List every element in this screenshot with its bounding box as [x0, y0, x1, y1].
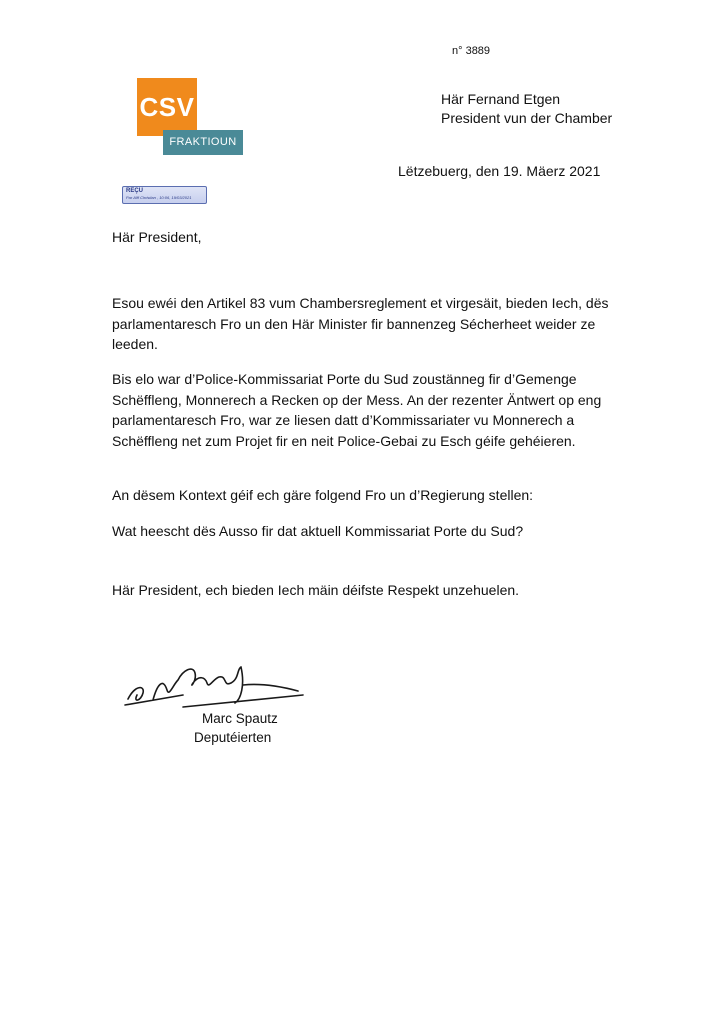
signer-name: Marc Spautz — [202, 711, 278, 726]
handwritten-signature — [123, 655, 323, 715]
logo-sub: FRAKTIOUN — [163, 130, 243, 155]
stamp-label: REÇU — [126, 188, 144, 194]
received-stamp — [122, 186, 207, 204]
paragraph-1: Esou ewéi den Artikel 83 vum Chambersreglement et virgesäit, bieden Iech, dës parlamentaresch Fro un den Här Minister fir bannenzeg Sécherheet weider ze leeden. — [112, 295, 609, 352]
signer-title: Deputéierten — [194, 730, 272, 745]
recipient-block — [441, 90, 612, 128]
paragraph-3: An dësem Kontext géif ech gäre folgend Fro un d’Regierung stellen: — [112, 487, 534, 503]
logo-main: CSV — [137, 78, 197, 136]
document-number: n° 3889 — [452, 45, 491, 57]
salutation: Här President, — [112, 229, 202, 245]
paragraph-closing: Här President, ech bieden Iech mäin déifste Respekt unzehuelen. — [112, 582, 520, 598]
recipient-name: Här Fernand Etgen — [441, 91, 561, 107]
recipient-title: President vun der Chamber — [441, 110, 613, 126]
paragraph-2: Bis elo war d’Police-Kommissariat Porte du Sud zoustänneg fir d’Gemenge Schëffleng, Monnerech a Recken op der Mess. An der rezenter Äntwert op eng parlamentaresch Fro, war ze liesen datt d’Kommissariater vu Monnerech a Schëffleng net zum Projet fir en neit Police-Gebai zu Esch géife gehéieren. — [112, 371, 602, 449]
paragraph-4: Wat heescht dës Ausso fir dat aktuell Kommissariat Porte du Sud? — [112, 523, 524, 539]
stamp-details: Par Alff Christian , 10:06, 19/03/2021 — [126, 195, 192, 200]
date-line: Lëtzebuerg, den 19. Mäerz 2021 — [398, 163, 601, 179]
